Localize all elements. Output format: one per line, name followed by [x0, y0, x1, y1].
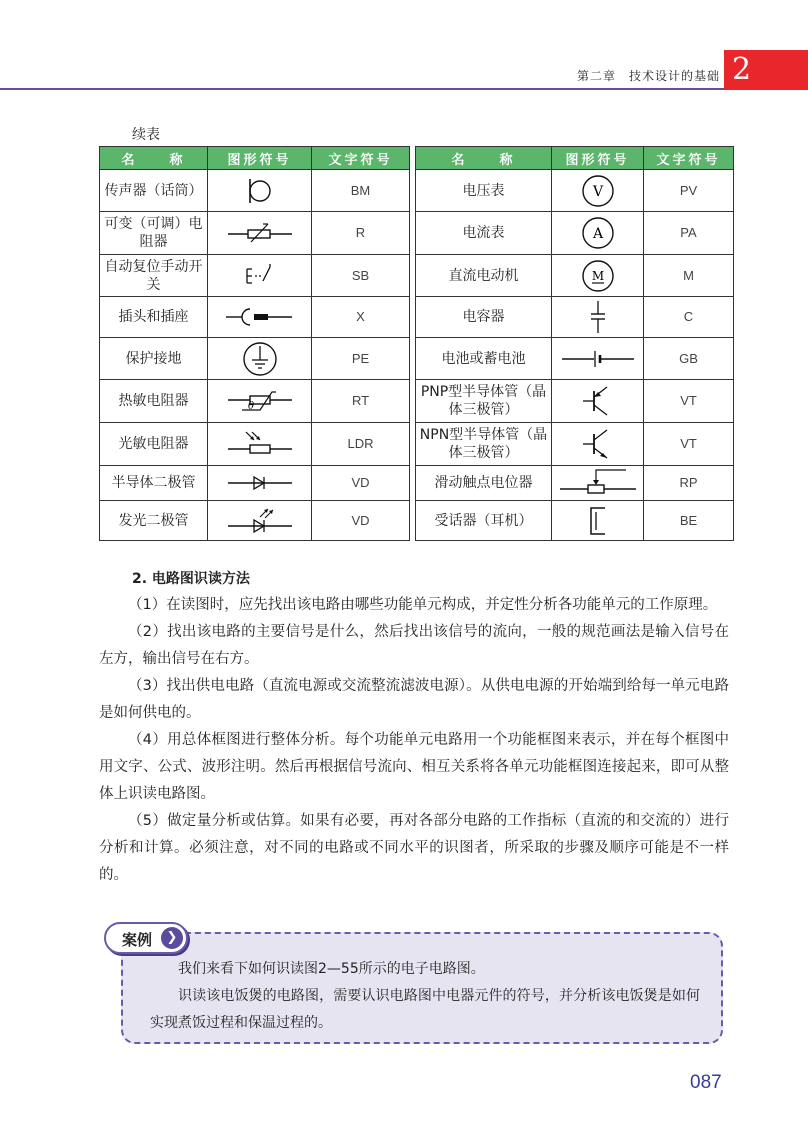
case-tab	[104, 922, 188, 954]
component-name: 电压表	[416, 170, 552, 212]
header-name-right: 名 称	[416, 147, 552, 170]
page-number: 087	[690, 1072, 722, 1093]
header-rule	[0, 88, 724, 90]
component-code: VD	[312, 501, 410, 541]
header-symbol-right: 图形符号	[552, 147, 644, 170]
component-name: 电容器	[416, 297, 552, 338]
amp-letter: A	[592, 226, 603, 242]
component-code: PV	[644, 170, 734, 212]
component-name: 保护接地	[100, 338, 208, 380]
component-code: RT	[312, 380, 410, 423]
component-code: VD	[312, 466, 410, 501]
component-name: 自动复位手动开关	[100, 255, 208, 297]
header-name-left: 名 称	[100, 147, 208, 170]
component-name: 可变（可调）电阻器	[100, 212, 208, 255]
voltmeter-symbol-icon	[552, 170, 644, 212]
ammeter-symbol-icon	[552, 212, 644, 255]
table-row	[100, 380, 734, 423]
volt-letter: V	[592, 183, 603, 200]
table-row	[100, 466, 734, 501]
paragraph: （1）在读图时，应先找出该电路由哪些功能单元构成，并定性分析各功能单元的工作原理。	[128, 597, 718, 613]
component-name: 半导体二极管	[100, 466, 208, 501]
thermistor-symbol-icon	[208, 380, 312, 423]
header-code-right: 文字符号	[644, 147, 734, 170]
chapter-title: 第二章 技术设计的基础	[576, 69, 720, 83]
component-code: BM	[312, 170, 410, 212]
component-code: BE	[644, 501, 734, 541]
table-row	[100, 338, 734, 380]
battery-symbol-icon	[552, 338, 644, 380]
case-label: 案例	[122, 931, 153, 949]
component-name: 滑动触点电位器	[416, 466, 552, 501]
table-row	[100, 212, 734, 255]
chapter-badge	[724, 50, 808, 90]
component-name: 发光二极管	[100, 501, 208, 541]
diode-symbol-icon	[208, 466, 312, 501]
component-name: 电池或蓄电池	[416, 338, 552, 380]
component-code: PA	[644, 212, 734, 255]
led-symbol-icon	[208, 501, 312, 541]
component-name: 光敏电阻器	[100, 423, 208, 466]
potentiometer-symbol-icon	[552, 466, 644, 501]
capacitor-symbol-icon	[552, 297, 644, 338]
component-code: R	[312, 212, 410, 255]
component-name: 受话器（耳机）	[416, 501, 552, 541]
paragraph: （3）找出供电电路（直流电源或交流整流滤波电源）。从供电电源的开始端到给每一单元电路是如何供电的。	[99, 678, 729, 721]
table-header-row	[100, 147, 734, 170]
earphone-symbol-icon	[552, 501, 644, 541]
dc-motor-symbol-icon	[552, 255, 644, 297]
component-name: PNP型半导体管（晶体三极管）	[416, 380, 552, 423]
component-name: 电流表	[416, 212, 552, 255]
component-code: GB	[644, 338, 734, 380]
component-code: X	[312, 297, 410, 338]
photoresistor-symbol-icon	[208, 423, 312, 466]
component-code: LDR	[312, 423, 410, 466]
table-row	[100, 423, 734, 466]
section-body	[99, 592, 729, 889]
table-row	[100, 170, 734, 212]
component-name: 传声器（话筒）	[100, 170, 208, 212]
component-name: NPN型半导体管（晶体三极管）	[416, 423, 552, 466]
variable-resistor-symbol-icon	[208, 212, 312, 255]
paragraph: （2）找出该电路的主要信号是什么，然后找出该信号的流向，一般的规范画法是输入信号在左方，输出信号在右方。	[99, 624, 729, 667]
chapter-number: 2	[732, 52, 752, 87]
section-heading: 2. 电路图识读方法	[132, 571, 250, 587]
npn-transistor-symbol-icon	[552, 423, 644, 466]
pnp-transistor-symbol-icon	[552, 380, 644, 423]
protective-earth-symbol-icon	[208, 338, 312, 380]
component-code: RP	[644, 466, 734, 501]
component-name: 热敏电阻器	[100, 380, 208, 423]
paragraph: （4）用总体框图进行整体分析。每个功能单元电路用一个功能框图来表示，并在每个框图中用文字、公式、波形注明。然后再根据信号流向、相互关系将各单元功能框图连接起来，即可从整体上识读电路图。	[99, 732, 729, 802]
component-code: VT	[644, 423, 734, 466]
plug-socket-symbol-icon	[208, 297, 312, 338]
symbol-table	[99, 146, 734, 541]
component-code: C	[644, 297, 734, 338]
table-caption: 续表	[132, 127, 160, 143]
paragraph: （5）做定量分析或估算。如果有必要，再对各部分电路的工作指标（直流的和交流的）进行分析和计算。必须注意，对不同的电路或不同水平的识图者，所采取的步骤及顺序可能是不一样的。	[99, 813, 729, 883]
table-row	[100, 255, 734, 297]
case-paragraph: 我们来看下如何识读图2—55所示的电子电路图。	[178, 961, 485, 977]
component-code: PE	[312, 338, 410, 380]
theta-label: θ	[247, 401, 254, 412]
motor-letter: M	[591, 268, 604, 283]
component-code: SB	[312, 255, 410, 297]
component-name: 插头和插座	[100, 297, 208, 338]
component-code: VT	[644, 380, 734, 423]
push-switch-symbol-icon	[208, 255, 312, 297]
header-code-left: 文字符号	[312, 147, 410, 170]
table-row	[100, 501, 734, 541]
header-symbol-left: 图形符号	[208, 147, 312, 170]
case-body	[150, 956, 700, 1037]
microphone-symbol-icon	[208, 170, 312, 212]
component-name: 直流电动机	[416, 255, 552, 297]
case-paragraph: 识读该电饭煲的电路图，需要认识电路图中电器元件的符号，并分析该电饭煲是如何实现煮饭过程和保温过程的。	[150, 988, 700, 1031]
component-code: M	[644, 255, 734, 297]
chevron-right-icon: ❯	[161, 927, 183, 949]
table-row	[100, 297, 734, 338]
